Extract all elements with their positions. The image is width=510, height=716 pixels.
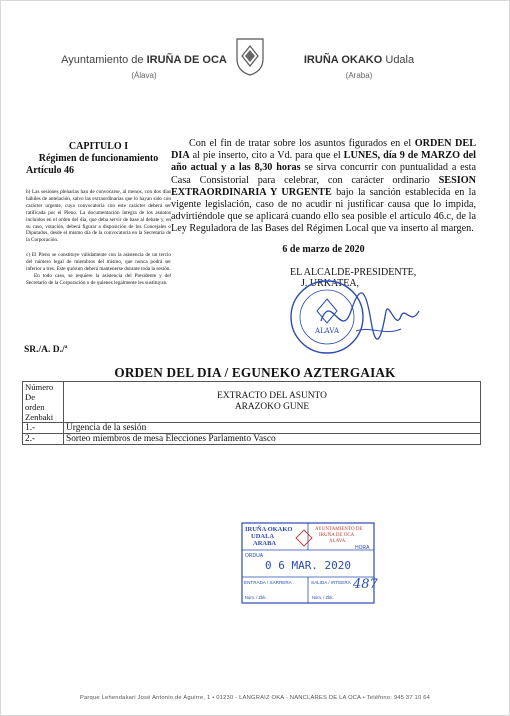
header-left: [59, 54, 229, 80]
coat-of-arms-icon: [234, 37, 266, 77]
summons-t1: Con el fin de tratar sobre los asuntos figurados en el: [189, 138, 415, 149]
agenda-header-row: [23, 382, 481, 423]
agenda-col-number-line: orden: [25, 402, 45, 412]
document-date: 6 de marzo de 2020: [282, 244, 365, 255]
page-footer: Parque Lehendakari José Antonio de Aguirre, 1 • 01230 - LANGRAIZ OKA - NANCLARES DE LA OCA • Teléfono: 945 37 10 64: [79, 695, 431, 701]
stamp-handwritten-number: 487: [353, 577, 378, 592]
article-paragraph-c2: En todo caso, se requiere la asistencia del Presidente y del Secretario de la Corporación o de quienes legalmente les sustituyan.: [26, 272, 171, 286]
agenda-table: [22, 381, 481, 445]
agenda-row-number: 2.-: [23, 434, 64, 445]
header-right-suffix: Udala: [382, 54, 415, 66]
article-title: Artículo 46: [26, 165, 75, 176]
signer-name: J. URKATEA,: [301, 278, 360, 289]
agenda-row-text: Urgencia de la sesión: [64, 423, 481, 434]
header-right-name: IRUÑA OKAKO: [303, 54, 383, 66]
agenda-col-number-line: Zenbaki: [25, 412, 54, 422]
agenda-col-subject: [64, 382, 481, 423]
chapter-title: CAPITULO I: [68, 141, 129, 152]
seal-text: ALAVA: [314, 327, 340, 335]
table-row: [23, 423, 481, 434]
stamp-right-1: AYUNTAMIENTO DE: [315, 527, 363, 532]
agenda-row-number: 1.-: [23, 423, 64, 434]
summons-t3: se sirva concurrir con puntualidad a esta Casa Consistorial para celebrar, con carácter ordinario: [171, 162, 476, 186]
stamp-left-1: IRUÑA OKAKO: [245, 526, 293, 533]
header-left-name: IRUÑA DE OCA: [146, 54, 227, 66]
stamp-date: 0 6 MAR. 2020: [264, 559, 352, 572]
agenda-col-subject-eu: ARAZOKO GUNE: [234, 402, 310, 412]
article-column: [26, 141, 171, 287]
table-row: [23, 434, 481, 445]
stamp-right-3: ALAVA: [329, 539, 346, 544]
stamp-right-2: IRUÑA DE OCA: [319, 533, 355, 538]
header-right-sub: (Araba): [345, 71, 373, 80]
header-left-prefix: Ayuntamiento de: [61, 54, 147, 66]
article-paragraph-b: b) Las sesiones plenarias han de convocarse, al menos, con dos días hábiles de antelación, salvo las extraordinarias que lo hayan sido con carácter urgente, cuya convocatoria con este carácter deberá ser ratificada por el Pleno. La documentación íntegra de los asuntos incluidos en el orden del día, que deba servir de base al debate y, en su caso, votación, deberá figurar a disposición de los Concejales o Diputados, desde el mismo día de la convocatoria en la Secretaría de la Corporación.: [26, 189, 171, 244]
agenda-col-number: [23, 382, 64, 423]
agenda-title: ORDEN DEL DIA / EGUNEKO AZTERGAIAK: [114, 365, 396, 380]
summons-text: [171, 138, 476, 236]
stamp-num-left: Núm. / Zbk.: [245, 595, 267, 600]
stamp-entrada: ENTRADA / SARRERA: [244, 580, 292, 585]
agenda-row-text: Sorteo miembros de mesa Elecciones Parlamento Vasco: [64, 434, 481, 445]
signer-title: EL ALCALDE-PRESIDENTE,: [290, 267, 417, 278]
stamp-hora: HORA: [355, 545, 370, 551]
addressee-label: SR./A. D./ª: [24, 345, 68, 355]
summons-b1: ORDEN DEL DIA: [171, 138, 477, 162]
summons-b2: LUNES, día 9 de MARZO del año actual y a las 8,30 horas: [171, 150, 476, 174]
header-left-sub: (Álava): [131, 71, 157, 80]
summons-b3: SESION EXTRAORDINARIA Y URGENTE: [171, 174, 476, 198]
header-right: [294, 54, 424, 80]
agenda-col-number-line: De: [25, 392, 36, 402]
summons-t2: al pie inserto, cito a Vd. para que el: [189, 150, 344, 162]
stamp-left-3: ARABA: [253, 540, 277, 547]
regime-title: Régimen de funcionamiento: [38, 153, 159, 164]
stamp-salida: SALIDA / IRTEERA: [311, 580, 351, 585]
agenda-col-number-line: Número: [25, 382, 54, 392]
agenda-col-subject-es: EXTRACTO DEL ASUNTO: [217, 391, 327, 401]
signature-icon: [301, 281, 431, 351]
stamp-orduak: ORDUA: [245, 553, 264, 559]
summons-t4: bajo la sanción establecida en la vigente legislación, caso de no acudir ni justificar causa que lo impida, advirtiéndole que se aplicará cuando ello sea posible el artículo 46.c, de la Ley Reguladora de las Bases del Régimen Local que va inserto al margen.: [171, 186, 476, 235]
article-paragraph-c: c) El Pleno se constituye válidamente con la asistencia de un tercio del número legal de miembros del mismo, que nunca podrá ser inferior a tres. Este quórum deberá mantenerse durante toda la sesión.: [26, 252, 171, 273]
stamp-num-right: Núm. / Zbk.: [312, 595, 334, 600]
stamp-left-2: UDALA: [251, 533, 275, 540]
